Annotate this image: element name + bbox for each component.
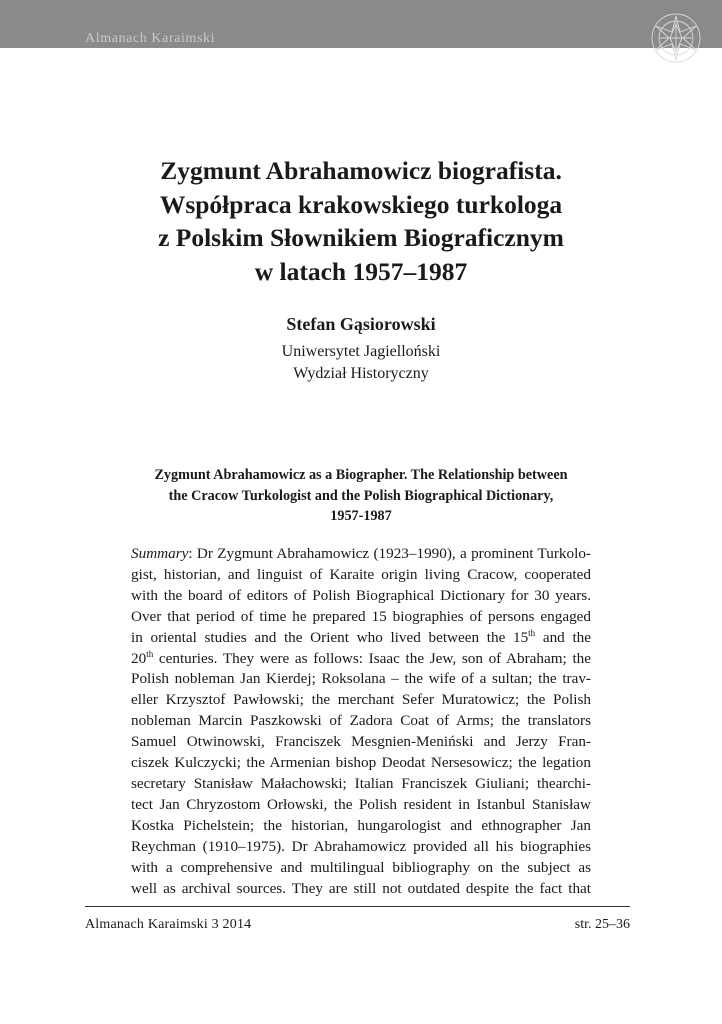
summary-line: Kostka Pichelstein; the historian, hungarologist and ethnographer Jan bbox=[131, 816, 591, 834]
summary-line: Samuel Otwinowski, Franciszek Mesgnien-Meniński and Jerzy Fran- bbox=[131, 733, 591, 751]
summary-line: 20th centuries. They were as follows: Isaac the Jew, son of Abraham; the bbox=[131, 648, 591, 667]
affiliation-line: Wydział Historyczny bbox=[293, 365, 429, 382]
title-line: Współpraca krakowskiego turkologa bbox=[159, 189, 563, 219]
english-title-line: the Cracow Turkologist and the Polish Biographical Dictionary, bbox=[168, 487, 554, 504]
title-line: z Polskim Słownikiem Biograficznym bbox=[158, 223, 564, 252]
english-title-line: Zygmunt Abrahamowicz as a Biographer. The Relationship between bbox=[154, 467, 568, 483]
summary-label: Summary bbox=[131, 545, 189, 562]
author-name: Stefan Gąsiorowski bbox=[286, 314, 436, 334]
summary-paragraph bbox=[131, 544, 591, 899]
running-header-journal: Almanach Karaimski bbox=[85, 31, 216, 46]
summary-line: tect Jan Chryzostom Orłowski, the Polish resident in Istanbul Stanisław bbox=[131, 795, 591, 813]
summary-line: secretary Stanisław Małachowski; Italian Franciszek Giuliani; thearchi- bbox=[131, 774, 591, 792]
english-title-line: 1957-1987 bbox=[330, 508, 392, 524]
summary-line: ciszek Kulczycki; the Armenian bishop Deodat Nersesowicz; the legation bbox=[131, 754, 591, 772]
title-line: Zygmunt Abrahamowicz biografista. bbox=[160, 156, 562, 185]
summary-line: Reychman (1910–1975). Dr Abrahamowicz provided all his biographies bbox=[131, 837, 591, 855]
title-line: w latach 1957–1987 bbox=[254, 256, 468, 286]
author-affiliation bbox=[60, 341, 662, 385]
footer-journal-issue: Almanach Karaimski 3 2014 bbox=[85, 917, 252, 932]
summary-line: Over that period of time he prepared 15 biographies of persons engaged bbox=[131, 607, 591, 625]
summary-line: with the board of editors of Polish Biographical Dictionary for 30 years. bbox=[131, 586, 591, 604]
summary-line: eller Krzysztof Pawłowski; the merchant Sefer Muratowicz; the Polish bbox=[131, 691, 591, 709]
summary-line: in oriental studies and the Orient who lived between the 15th and the bbox=[131, 627, 591, 646]
summary-line: Polish nobleman Jan Kierdej; Roksolana – the wife of a sultan; the trav- bbox=[131, 670, 591, 688]
affiliation-line: Uniwersytet Jagielloński bbox=[281, 343, 441, 360]
summary-line: with a comprehensive and multilingual bibliography on the subject as bbox=[131, 858, 591, 876]
summary-line: nobleman Marcin Paszkowski of Zadora Coat of Arms; the translators bbox=[131, 712, 591, 730]
article-title bbox=[60, 154, 662, 288]
footer-divider bbox=[85, 906, 630, 907]
summary-line: well as archival sources. They are still not outdated despite the fact that bbox=[131, 879, 591, 897]
summary-line: gist, historian, and linguist of Karaite origin living Cracow, cooperated bbox=[131, 565, 591, 583]
summary-line: Summary: Dr Zygmunt Abrahamowicz (1923–1990), a prominent Turkolo- bbox=[131, 545, 591, 562]
english-title bbox=[110, 465, 612, 527]
footer-page-range: str. 25–36 bbox=[574, 917, 630, 932]
karaim-star-emblem-icon bbox=[650, 12, 702, 64]
